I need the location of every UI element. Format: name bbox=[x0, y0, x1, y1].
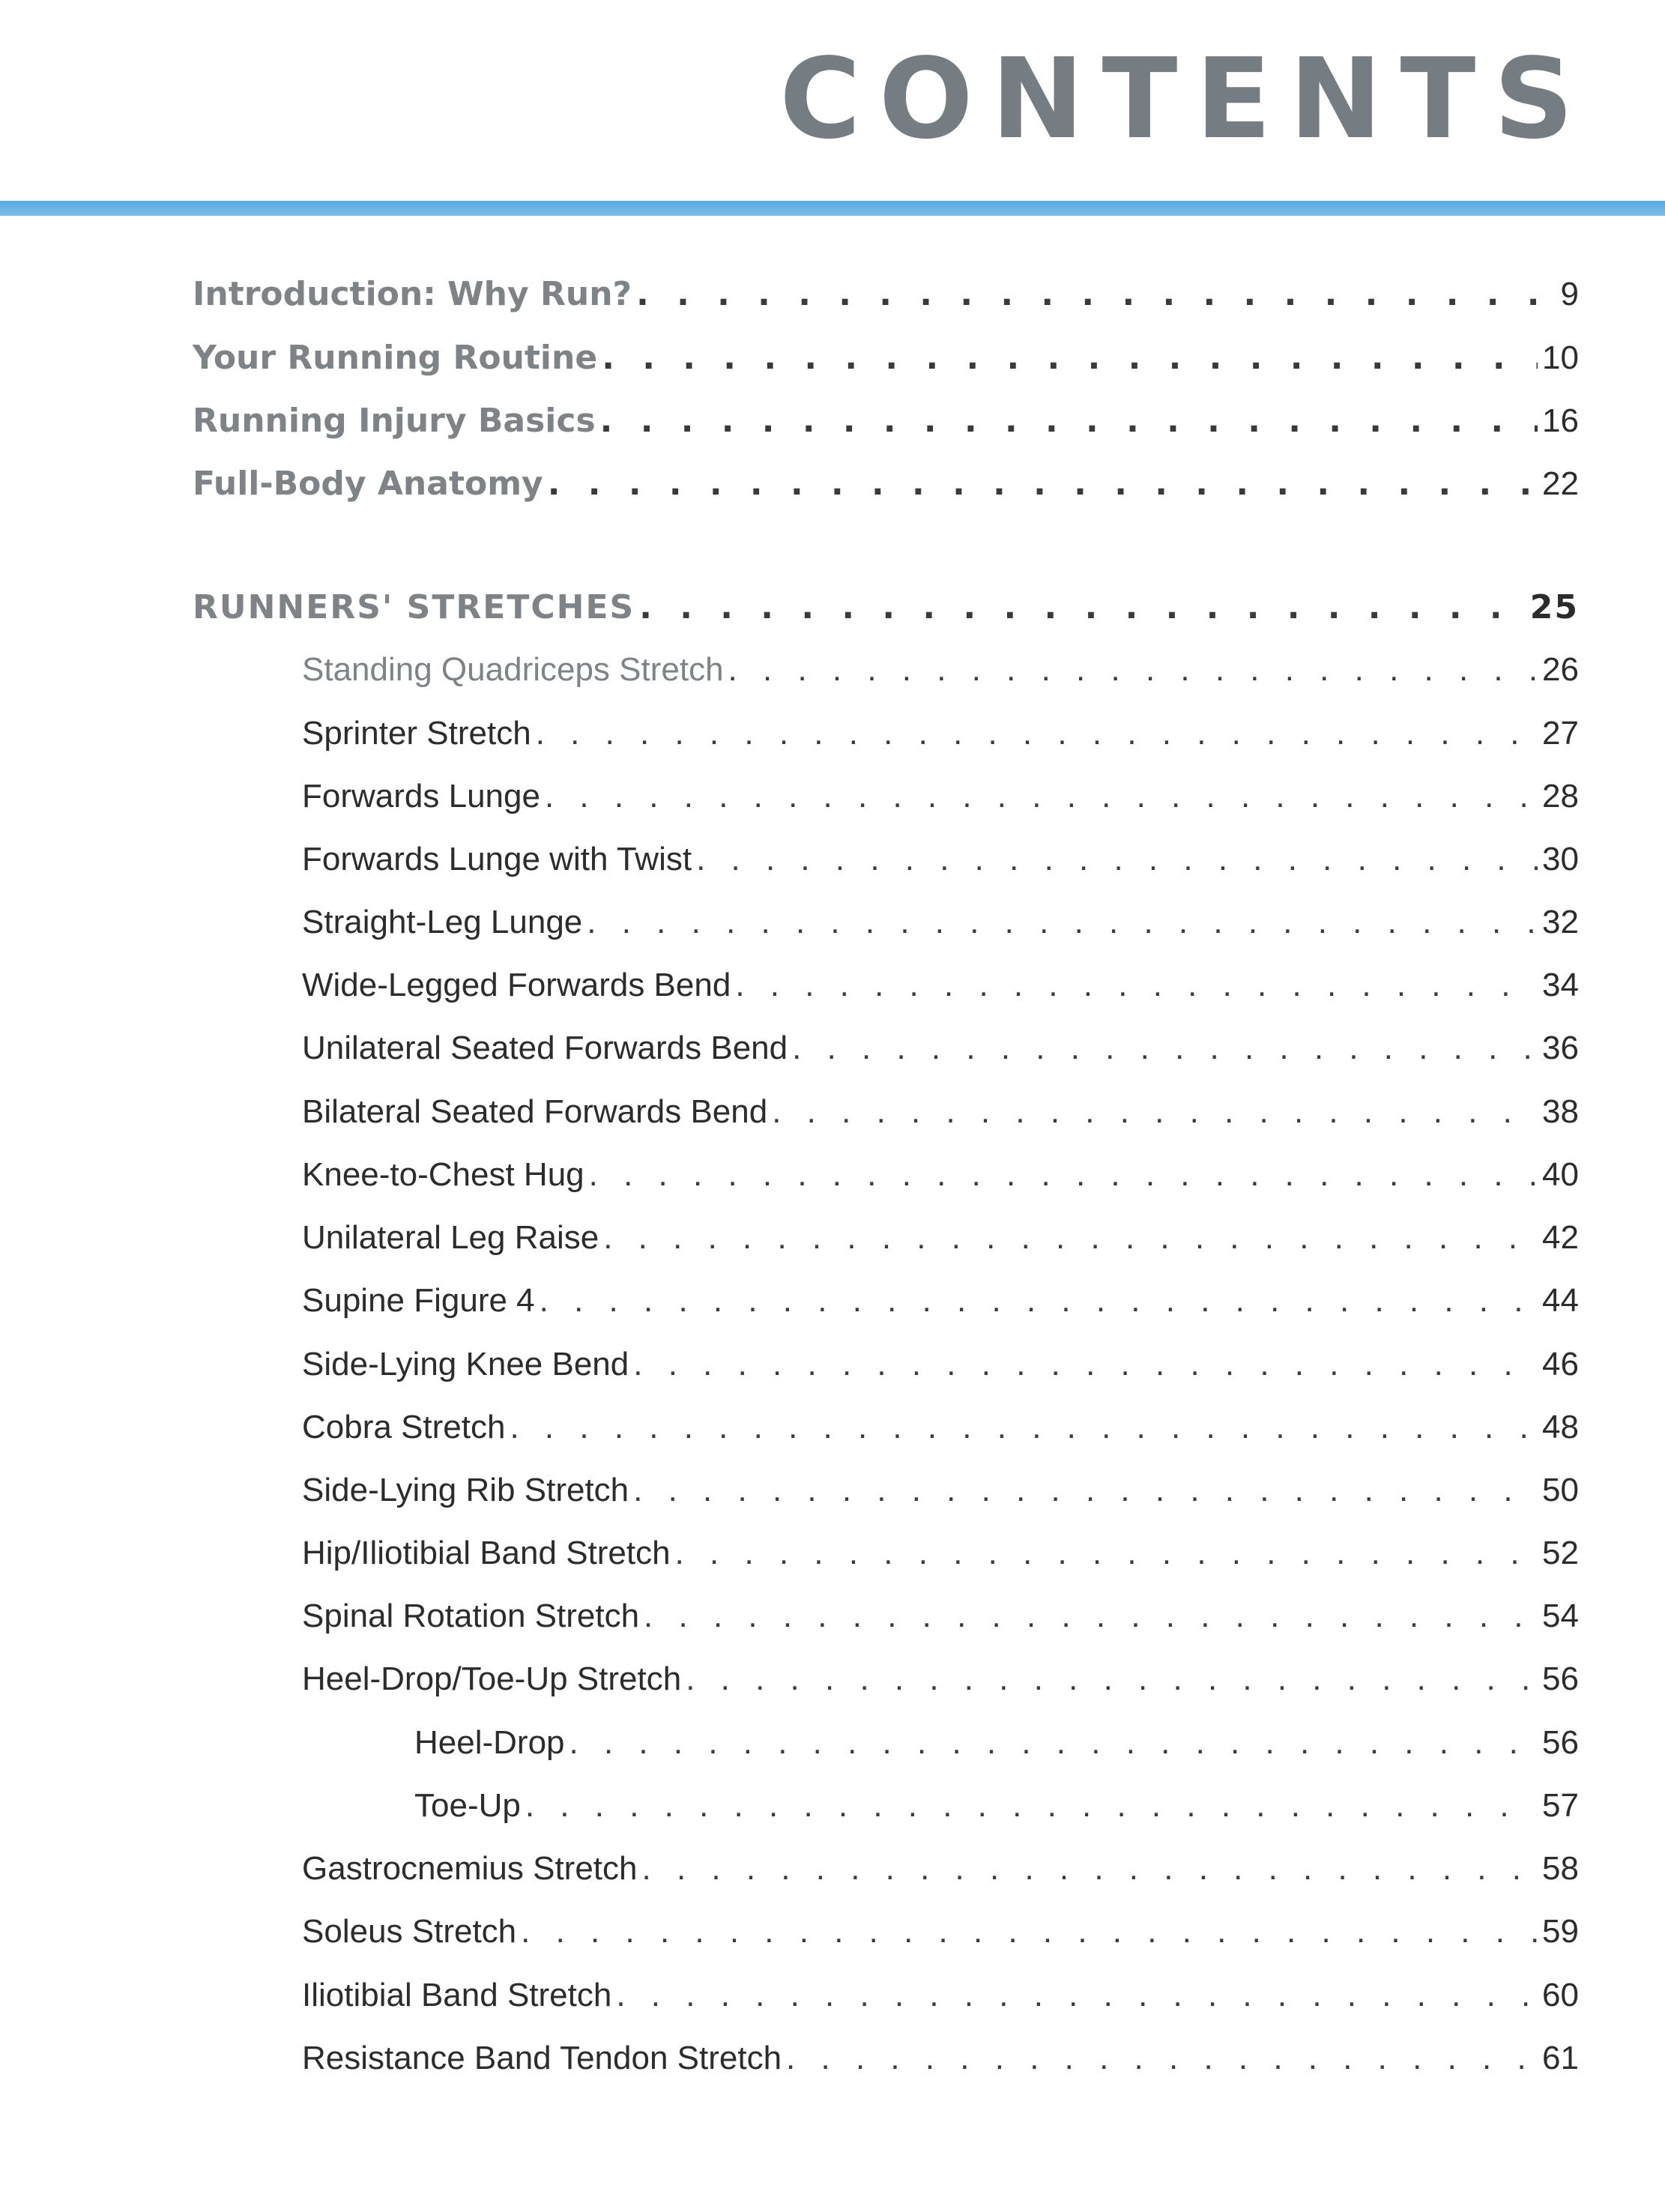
entry-title: Supine Figure 4 bbox=[302, 1282, 535, 1319]
toc-item[interactable] bbox=[302, 904, 1579, 949]
entry-page-number: 58 bbox=[1542, 1850, 1579, 1887]
entry-title: Full-Body Anatomy bbox=[193, 465, 543, 503]
toc-item[interactable] bbox=[302, 841, 1579, 886]
entry-title: Unilateral Seated Forwards Bend bbox=[302, 1030, 788, 1066]
entry-page-number: 10 bbox=[1542, 339, 1579, 376]
section-title: RUNNERS' STRETCHES bbox=[193, 588, 635, 626]
toc-item[interactable] bbox=[302, 1977, 1579, 2022]
entry-page-number: 56 bbox=[1542, 1660, 1579, 1697]
entry-page-number: 44 bbox=[1542, 1282, 1579, 1319]
entry-page-number: 40 bbox=[1542, 1156, 1579, 1193]
toc-item[interactable] bbox=[302, 778, 1579, 823]
toc-entry-full-body-anatomy[interactable] bbox=[193, 465, 1579, 510]
dot-leader bbox=[639, 588, 1526, 626]
page-title: CONTENTS bbox=[779, 34, 1592, 163]
entry-page-number: 46 bbox=[1542, 1346, 1579, 1382]
entry-title: Toe-Up bbox=[414, 1787, 521, 1824]
toc-item[interactable] bbox=[302, 1472, 1579, 1517]
entry-page-number: 50 bbox=[1542, 1472, 1579, 1508]
toc-item[interactable] bbox=[302, 1850, 1579, 1895]
entry-title: Forwards Lunge with Twist bbox=[302, 841, 692, 877]
entry-title: Introduction: Why Run? bbox=[193, 275, 632, 313]
dot-leader bbox=[536, 715, 1538, 752]
toc-item[interactable] bbox=[302, 1219, 1579, 1264]
toc-item[interactable] bbox=[302, 1660, 1579, 1705]
entry-title: Cobra Stretch bbox=[302, 1409, 506, 1445]
entry-title: Knee-to-Chest Hug bbox=[302, 1156, 584, 1193]
toc-item[interactable] bbox=[302, 715, 1579, 760]
toc-item[interactable] bbox=[302, 2040, 1579, 2085]
entry-page-number: 30 bbox=[1542, 841, 1579, 877]
entry-page-number: 32 bbox=[1542, 904, 1579, 940]
entry-title: Your Running Routine bbox=[193, 339, 598, 377]
dot-leader bbox=[642, 1850, 1538, 1888]
toc-item[interactable] bbox=[302, 1156, 1579, 1201]
dot-leader bbox=[525, 1787, 1538, 1825]
entry-page-number: 16 bbox=[1542, 402, 1579, 439]
entry-page-number: 34 bbox=[1542, 967, 1579, 1003]
dot-leader bbox=[786, 2040, 1538, 2077]
entry-page-number: 36 bbox=[1542, 1030, 1579, 1066]
entry-title: Heel-Drop/Toe-Up Stretch bbox=[302, 1660, 682, 1697]
dot-leader bbox=[545, 778, 1538, 815]
toc-section-runners-stretches[interactable] bbox=[193, 588, 1579, 633]
entry-title: Wide-Legged Forwards Bend bbox=[302, 967, 731, 1003]
toc-item[interactable] bbox=[302, 651, 1579, 696]
entry-title: Spinal Rotation Stretch bbox=[302, 1598, 640, 1634]
toc-subitem[interactable] bbox=[414, 1724, 1579, 1769]
dot-leader bbox=[600, 402, 1538, 440]
entry-title: Standing Quadriceps Stretch bbox=[302, 651, 724, 688]
toc-item[interactable] bbox=[302, 1913, 1579, 1958]
toc-item[interactable] bbox=[302, 1093, 1579, 1138]
dot-leader bbox=[792, 1030, 1538, 1067]
entry-page-number: 48 bbox=[1542, 1409, 1579, 1445]
entry-page-number: 42 bbox=[1542, 1219, 1579, 1256]
dot-leader bbox=[675, 1535, 1538, 1572]
dot-leader bbox=[548, 465, 1538, 503]
toc-entry-introduction[interactable] bbox=[193, 275, 1579, 320]
toc-item[interactable] bbox=[302, 1282, 1579, 1327]
entry-title: Side-Lying Rib Stretch bbox=[302, 1472, 629, 1508]
toc-item[interactable] bbox=[302, 1535, 1579, 1580]
toc-item[interactable] bbox=[302, 1030, 1579, 1075]
entry-title: Hip/Iliotibial Band Stretch bbox=[302, 1535, 671, 1571]
entry-title: Heel-Drop bbox=[414, 1724, 565, 1761]
toc-item[interactable] bbox=[302, 1346, 1579, 1391]
entry-title: Running Injury Basics bbox=[193, 402, 596, 440]
entry-title: Iliotibial Band Stretch bbox=[302, 1977, 612, 2013]
entry-title: Resistance Band Tendon Stretch bbox=[302, 2040, 782, 2076]
entry-title: Straight-Leg Lunge bbox=[302, 904, 583, 940]
dot-leader bbox=[696, 841, 1538, 878]
dot-leader bbox=[728, 651, 1538, 689]
entry-page-number: 22 bbox=[1542, 465, 1579, 502]
section-page-number: 25 bbox=[1529, 588, 1579, 626]
entry-page-number: 59 bbox=[1542, 1913, 1579, 1950]
dot-leader bbox=[569, 1724, 1538, 1762]
dot-leader bbox=[686, 1660, 1538, 1698]
entry-title: Sprinter Stretch bbox=[302, 715, 531, 752]
dot-leader bbox=[636, 275, 1556, 313]
entry-page-number: 38 bbox=[1542, 1093, 1579, 1130]
toc-entry-injury-basics[interactable] bbox=[193, 402, 1579, 447]
dot-leader bbox=[603, 1219, 1538, 1257]
entry-title: Gastrocnemius Stretch bbox=[302, 1850, 638, 1887]
dot-leader bbox=[602, 339, 1538, 377]
entry-title: Side-Lying Knee Bend bbox=[302, 1346, 629, 1382]
dot-leader bbox=[540, 1282, 1538, 1320]
dot-leader bbox=[772, 1093, 1538, 1131]
dot-leader bbox=[589, 1156, 1538, 1194]
entry-page-number: 56 bbox=[1542, 1724, 1579, 1761]
dot-leader bbox=[587, 904, 1538, 941]
dot-leader bbox=[735, 967, 1538, 1004]
entry-page-number: 61 bbox=[1542, 2040, 1579, 2076]
toc-entry-running-routine[interactable] bbox=[193, 339, 1579, 384]
entry-page-number: 57 bbox=[1542, 1787, 1579, 1824]
dot-leader bbox=[633, 1472, 1538, 1509]
dot-leader bbox=[616, 1977, 1538, 2014]
entry-title: Forwards Lunge bbox=[302, 778, 540, 815]
entry-page-number: 52 bbox=[1542, 1535, 1579, 1571]
toc-item[interactable] bbox=[302, 1409, 1579, 1454]
toc-item[interactable] bbox=[302, 1598, 1579, 1643]
entry-title: Soleus Stretch bbox=[302, 1913, 517, 1950]
entry-page-number: 60 bbox=[1542, 1977, 1579, 2013]
toc-item[interactable] bbox=[302, 967, 1579, 1012]
entry-page-number: 27 bbox=[1542, 715, 1579, 752]
entry-title: Bilateral Seated Forwards Bend bbox=[302, 1093, 768, 1130]
entry-page-number: 26 bbox=[1542, 651, 1579, 688]
dot-leader bbox=[521, 1913, 1538, 1950]
toc-subitem[interactable] bbox=[414, 1787, 1579, 1832]
entry-page-number: 54 bbox=[1542, 1598, 1579, 1634]
dot-leader bbox=[510, 1409, 1538, 1446]
dot-leader bbox=[633, 1346, 1538, 1383]
entry-page-number: 9 bbox=[1560, 276, 1579, 312]
entry-title: Unilateral Leg Raise bbox=[302, 1219, 599, 1256]
entry-page-number: 28 bbox=[1542, 778, 1579, 815]
dot-leader bbox=[644, 1598, 1538, 1635]
